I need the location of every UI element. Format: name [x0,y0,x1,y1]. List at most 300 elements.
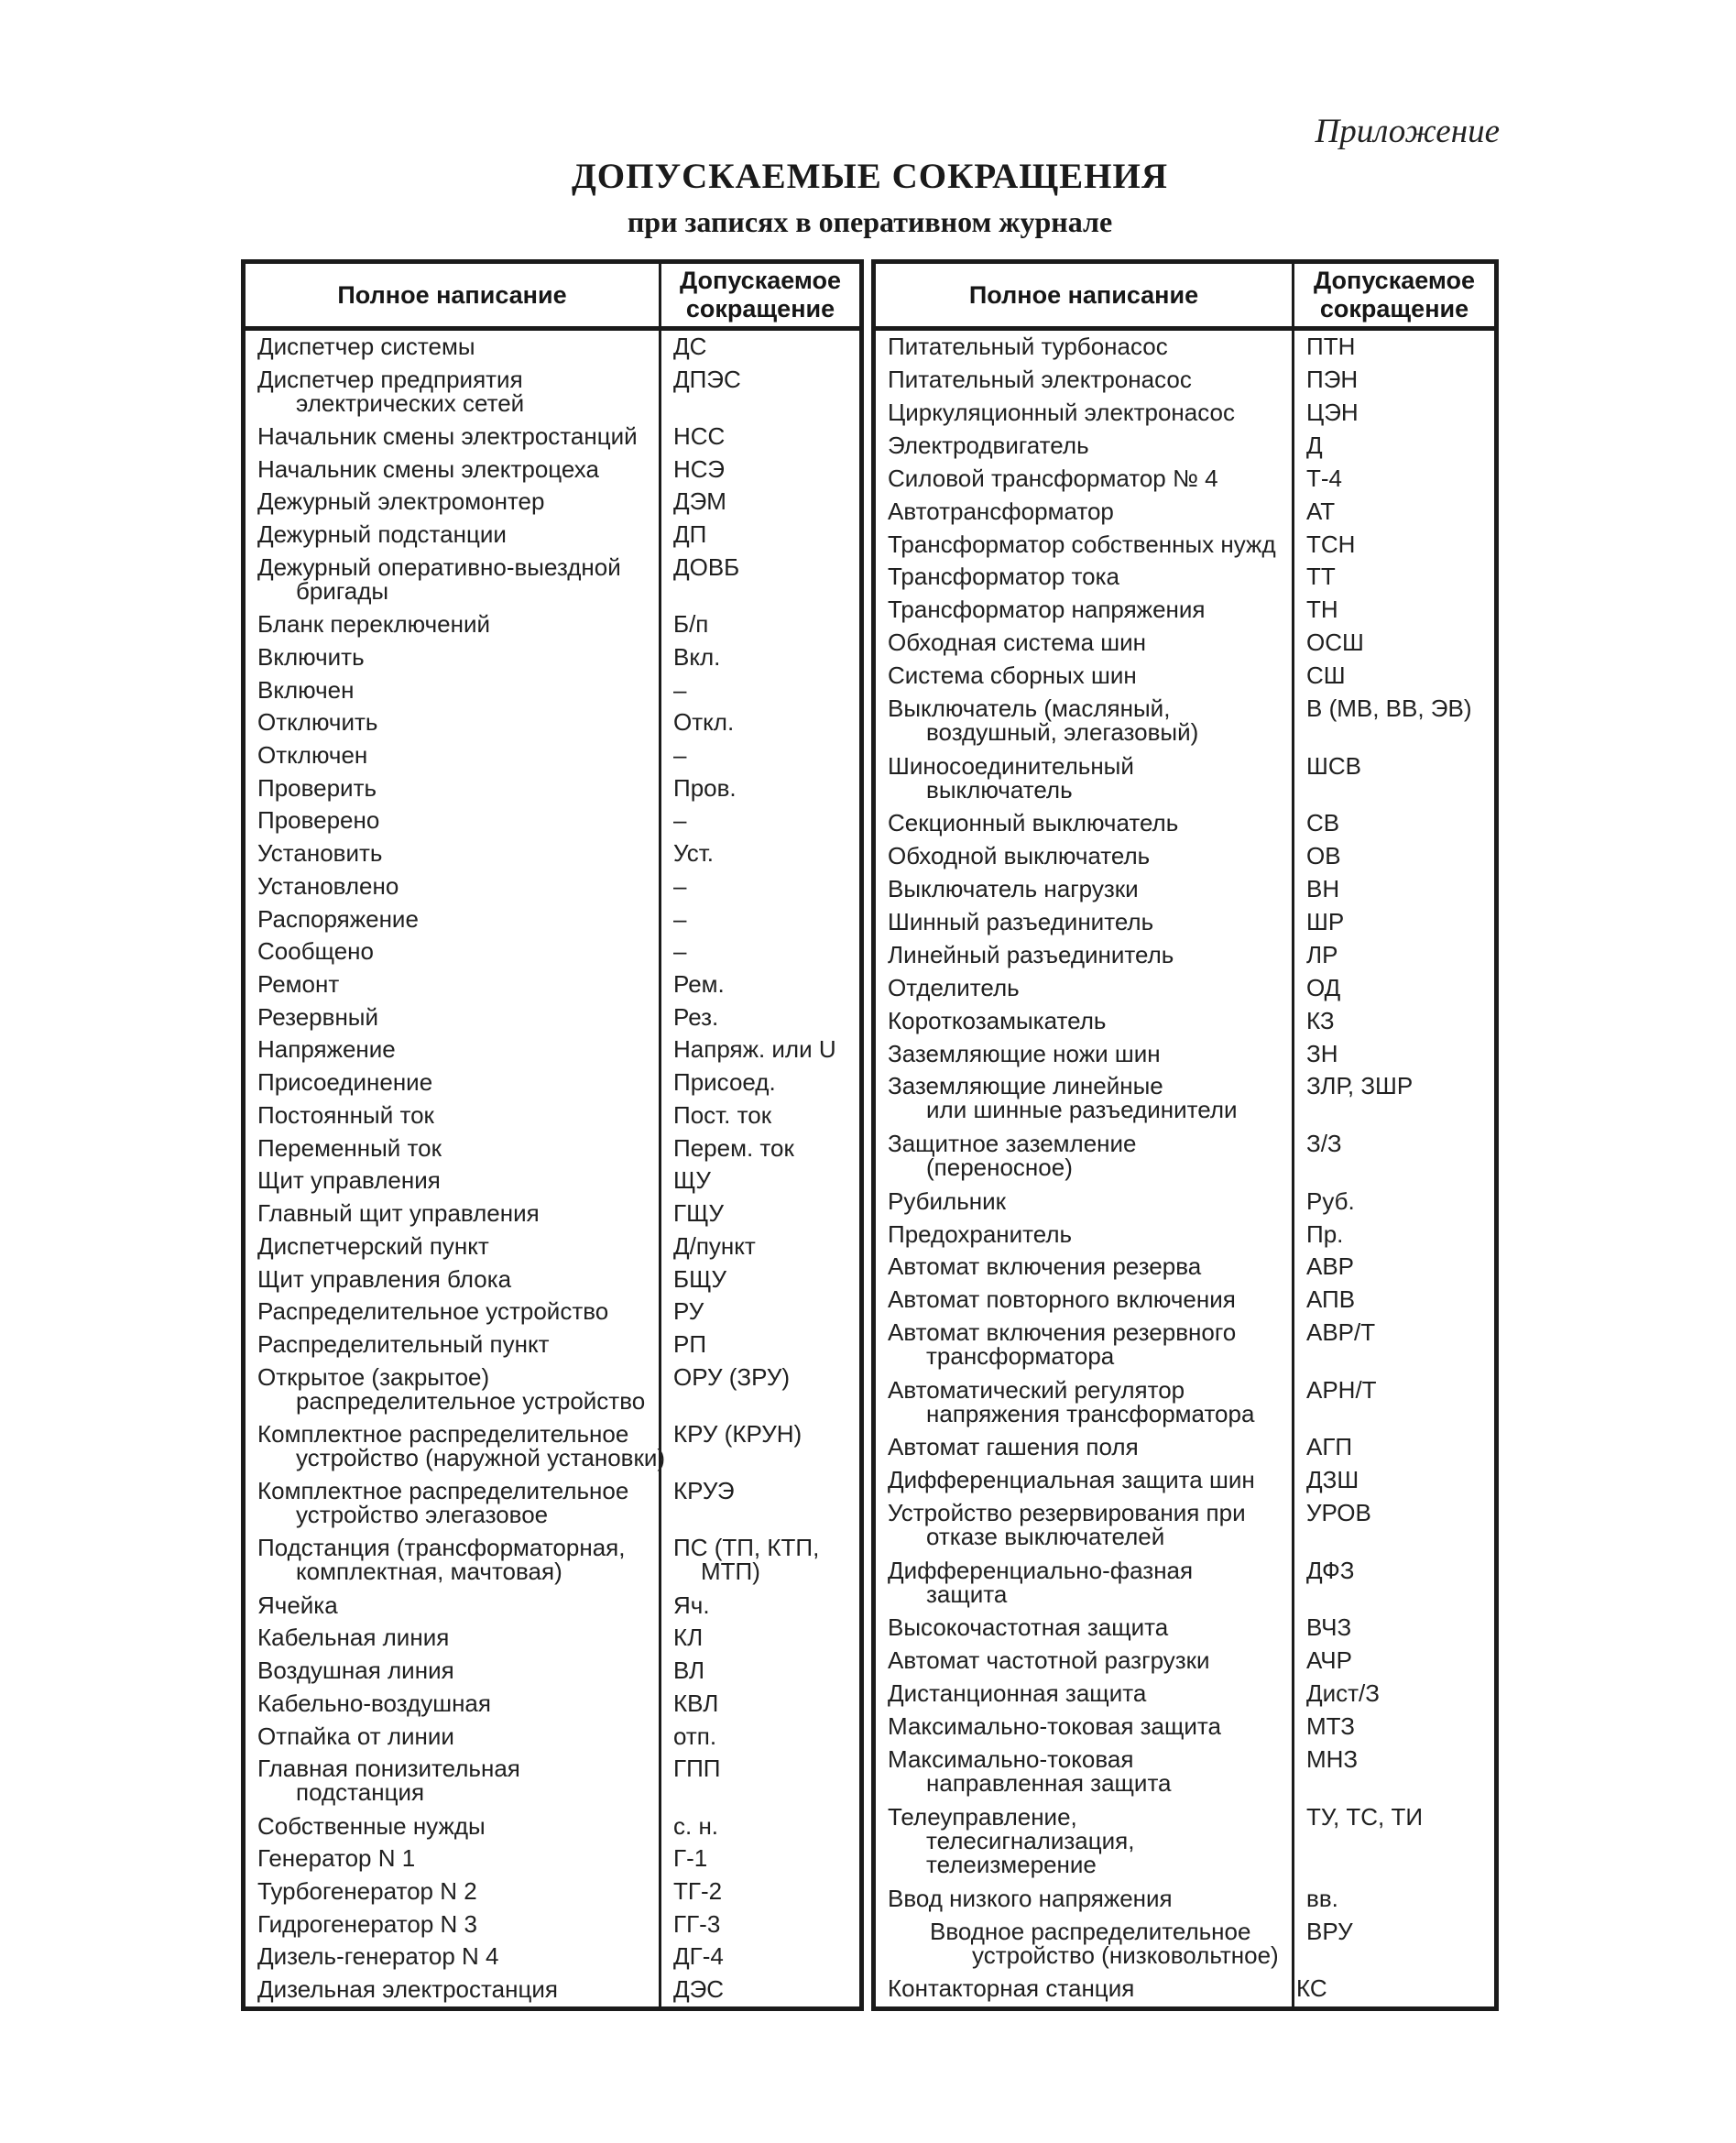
full-writing-cell [874,430,1294,463]
table-row [874,1251,1497,1284]
table-row [874,840,1497,873]
abbreviation-cell [661,674,862,707]
abbreviation-cell [1294,594,1497,627]
abbreviation-cell [661,1875,862,1908]
full-writing-text: Подстанция (трансформаторная, [257,1534,626,1562]
full-writing-text: Щит управления [257,1166,441,1195]
abbreviation-text: ТТ [1306,563,1336,591]
abbreviation-cell [1294,1555,1497,1613]
abbreviation-text: ДП [673,520,707,549]
full-writing-text: устройство (низковольтное) [972,1941,1279,1969]
full-writing-text: Постоянный ток [257,1100,434,1129]
full-writing-text: Максимально-токовая защита [888,1712,1221,1741]
abbreviation-cell [661,1721,862,1754]
abbreviation-text: Д/пункт [673,1231,756,1260]
full-writing-text: Автомат включения резервного [888,1318,1237,1347]
full-writing-text: Автоматический регулятор [888,1375,1185,1404]
abbreviation-cell [661,421,862,454]
table-row [244,1974,862,2008]
abbreviation-text: НСС [673,422,726,451]
table-row [874,1317,1497,1374]
table-row [874,1555,1497,1613]
table-row [874,939,1497,972]
full-writing-text: (переносное) [926,1154,1073,1182]
abbreviation-cell [1294,1497,1497,1555]
full-writing-cell [244,1001,661,1034]
full-writing-cell [244,1655,661,1688]
abbreviation-text: АТ [1306,497,1336,525]
abbreviation-text: ОД [1306,973,1341,1001]
abbreviation-cell [1294,906,1497,939]
abbreviation-text: В (МВ, ВВ, ЭВ) [1306,694,1472,723]
full-writing-cell [874,397,1294,430]
full-writing-text: Трансформатор напряжения [888,596,1206,624]
full-writing-cell [244,1875,661,1908]
abbreviation-cell [1294,660,1497,693]
abbreviation-text: УРОВ [1306,1499,1371,1527]
abbreviation-text: Д [1306,431,1323,459]
abbreviation-text: – [673,741,687,770]
abbreviation-cell [1294,693,1497,750]
abbreviations-table-right [871,259,1499,2011]
full-writing-text: телесигнализация, [926,1826,1135,1854]
abbreviation-cell [1294,397,1497,430]
full-writing-cell [244,870,661,903]
abbreviation-cell [1294,627,1497,660]
full-writing-text: Рубильник [888,1186,1007,1215]
full-writing-text: Автомат гашения поля [888,1433,1139,1461]
full-writing-text: Трансформатор собственных нужд [888,530,1276,558]
page-title: ДОПУСКАЕМЫЕ СОКРАЩЕНИЯ [571,157,1169,196]
full-writing-text: Диспетчер системы [257,333,475,360]
full-writing-cell [244,837,661,870]
full-writing-cell [244,421,661,454]
abbreviation-cell [661,1810,862,1843]
full-writing-text: Проверено [257,806,380,835]
full-writing-text: Включить [257,642,365,671]
full-writing-cell [244,1688,661,1721]
table-row [244,772,862,805]
full-writing-text: Обходная система шин [888,629,1147,657]
full-writing-cell [244,608,661,641]
full-writing-text: Автомат включения резерва [888,1252,1202,1281]
table-row [874,627,1497,660]
full-writing-text: Питательный электронасос [888,365,1192,393]
full-writing-cell [874,1374,1294,1432]
abbreviation-text: КС [1296,1974,1327,2003]
full-writing-cell [874,1678,1294,1711]
full-writing-text: Предохранитель [888,1219,1073,1248]
abbreviation-text: АПВ [1306,1285,1356,1314]
abbreviation-text: ЗЛР, ЗШР [1306,1072,1414,1100]
full-writing-cell [874,1555,1294,1613]
abbreviation-cell [661,1622,862,1655]
full-writing-cell [244,1263,661,1296]
table-row [874,529,1497,562]
full-writing-text: Главная понизительная [257,1755,520,1783]
table-row [874,1374,1497,1432]
table-row [244,1164,862,1197]
abbreviation-text: АЧР [1306,1646,1352,1675]
full-writing-text: Воздушная линия [257,1656,454,1685]
full-writing-cell [874,1317,1294,1374]
abbreviation-cell [1294,873,1497,906]
abbreviation-cell [661,608,862,641]
table-row [244,1328,862,1361]
full-writing-cell [244,739,661,772]
full-writing-text: Дизельная электростанция [257,1975,558,2004]
abbreviation-cell [1294,1431,1497,1464]
full-writing-text: Установлено [257,871,399,900]
abbreviation-text: Пост. ток [673,1100,772,1129]
table-row [874,693,1497,750]
full-writing-cell [874,873,1294,906]
abbreviation-cell [1294,1317,1497,1374]
abbreviation-text: ДЗШ [1306,1466,1359,1494]
full-writing-text: Распоряжение [257,904,419,933]
column-header-full-writing: Полное написание [874,262,1294,329]
abbreviation-text: ТСН [1306,530,1356,558]
table-row [244,1066,862,1099]
abbreviation-text: БЩУ [673,1264,726,1293]
table-row [874,1678,1497,1711]
table-row [874,1744,1497,1801]
full-writing-text: Собственные нужды [257,1811,486,1840]
abbreviation-text: ДФЗ [1306,1556,1355,1584]
abbreviation-text: ПТН [1306,333,1356,360]
full-writing-cell [874,529,1294,562]
table-row [874,1916,1497,1974]
full-writing-text: Переменный ток [257,1133,442,1162]
table-row [244,935,862,968]
abbreviation-cell [1294,1916,1497,1974]
abbreviation-text: ВЛ [673,1656,705,1685]
full-writing-cell [244,1328,661,1361]
abbreviation-text: МНЗ [1306,1745,1359,1774]
full-writing-text: напряжения трансформатора [926,1399,1255,1427]
full-writing-text: Начальник смены электроцеха [257,454,599,483]
full-writing-cell [244,1197,661,1230]
full-writing-text: Щит управления блока [257,1264,512,1293]
full-writing-cell [874,807,1294,840]
abbreviation-text: АРН/Т [1306,1375,1377,1404]
abbreviation-cell [661,1066,862,1099]
full-writing-text: устройство (наружной установки) [296,1443,666,1471]
abbreviation-text: Откл. [673,708,735,737]
abbreviation-cell [661,739,862,772]
abbreviation-cell [1294,496,1497,529]
full-writing-cell [244,1810,661,1843]
abbreviation-text: ЦЭН [1306,398,1359,426]
abbreviation-cell [1294,1645,1497,1678]
table-row [244,903,862,936]
full-writing-text: Контакторная станция [888,1974,1135,2003]
full-writing-text: Главный щит управления [257,1199,540,1228]
table-row [874,561,1497,594]
full-writing-text: Заземляющие ножи шин [888,1039,1161,1067]
full-writing-text: Начальник смены электростанций [257,422,638,451]
full-writing-text: Питательный турбонасос [888,333,1168,360]
full-writing-cell [244,1296,661,1328]
abbreviation-cell [661,486,862,519]
full-writing-text: телеизмерение [926,1850,1097,1878]
abbreviation-text: ДПЭС [673,365,741,393]
table-row [874,430,1497,463]
full-writing-text: Защитное заземление [888,1130,1137,1158]
table-row [244,364,862,421]
full-writing-cell [244,772,661,805]
full-writing-text: Выключатель нагрузки [888,875,1139,903]
full-writing-text: отказе выключателей [926,1523,1165,1551]
abbreviation-text: Вкл. [673,642,721,671]
table-row [244,1197,862,1230]
abbreviation-cell [1294,561,1497,594]
table-row [244,552,862,608]
abbreviation-cell [661,552,862,608]
table-row [244,674,862,707]
abbreviation-text: ШР [1306,907,1345,935]
table-row [874,1497,1497,1555]
full-writing-text: Трансформатор тока [888,563,1120,591]
abbreviation-text: Б/п [673,610,709,639]
abbreviation-cell [661,1418,862,1475]
full-writing-text: Силовой трансформатор № 4 [888,464,1218,492]
table-row [244,1418,862,1475]
full-writing-cell [244,1622,661,1655]
full-writing-cell [244,1842,661,1875]
abbreviation-cell [661,1475,862,1532]
full-writing-cell [244,1099,661,1132]
abbreviation-text: ГЩУ [673,1199,724,1228]
abbreviation-cell [1294,1219,1497,1252]
full-writing-text: Присоединение [257,1068,433,1097]
full-writing-cell [874,972,1294,1005]
full-writing-text: Сообщено [257,937,374,966]
full-writing-cell [244,1721,661,1754]
page-subtitle: при записях в оперативном журнале [627,205,1113,238]
table-row [244,1532,862,1589]
table-row [874,329,1497,364]
abbreviation-cell [661,706,862,739]
full-writing-text: Включен [257,675,355,704]
abbreviation-cell [1294,1678,1497,1711]
abbreviation-text: Рез. [673,1002,719,1031]
table-row [244,1753,862,1810]
full-writing-cell [244,552,661,608]
full-writing-text: Высокочастотная защита [888,1613,1169,1642]
abbreviation-text: вв. [1306,1884,1338,1912]
abbreviation-cell [1294,1801,1497,1883]
full-writing-cell [244,1753,661,1810]
full-writing-text: комплектная, мачтовая) [296,1558,562,1586]
abbreviation-text: с. н. [673,1811,719,1840]
full-writing-text: Вводное распределительное [930,1917,1251,1945]
abbreviations-table-left [241,259,864,2011]
abbreviation-text: ДЭМ [673,487,726,516]
abbreviation-text: Напряж. или U [673,1035,836,1064]
full-writing-cell [244,329,661,364]
full-writing-cell [874,1186,1294,1219]
full-writing-text: Комплектное распределительное [257,1419,629,1448]
table-row [244,804,862,837]
abbreviation-cell [661,1296,862,1328]
full-writing-text: Циркуляционный электронасос [888,398,1235,426]
abbreviation-cell [661,1263,862,1296]
abbreviation-cell [1294,840,1497,873]
table-row [874,1038,1497,1071]
abbreviation-text: – [673,675,687,704]
abbreviation-cell [661,1132,862,1165]
full-writing-cell [874,1128,1294,1186]
abbreviation-text: Т-4 [1306,464,1342,492]
full-writing-text: Телеуправление, [888,1802,1077,1831]
full-writing-text: бригады [296,576,389,605]
table-row [874,463,1497,496]
full-writing-text: Короткозамыкатель [888,1006,1107,1034]
full-writing-cell [874,496,1294,529]
full-writing-text: Ячейка [257,1591,338,1619]
full-writing-cell [244,1974,661,2008]
abbreviation-cell [661,1532,862,1589]
table-row [874,1973,1497,2008]
full-writing-cell [244,1590,661,1623]
table-row [244,1296,862,1328]
table-row [244,870,862,903]
abbreviation-cell [1294,329,1497,364]
abbreviation-cell [661,329,862,364]
full-writing-text: Автомат частотной разгрузки [888,1646,1210,1675]
abbreviation-cell [661,1941,862,1974]
abbreviation-cell [661,968,862,1001]
full-writing-cell [244,903,661,936]
abbreviation-text: – [673,806,687,835]
full-writing-text: Открытое (закрытое) [257,1362,490,1391]
abbreviation-text: КВЛ [673,1689,719,1717]
table-row [244,421,862,454]
full-writing-text: электрических сетей [296,388,525,417]
table-row [244,968,862,1001]
full-writing-cell [874,660,1294,693]
abbreviation-text: ОВ [1306,842,1341,870]
full-writing-cell [874,693,1294,750]
abbreviation-text: Рем. [673,970,725,999]
full-writing-text: Бланк переключений [257,610,490,639]
abbreviation-cell [1294,463,1497,496]
full-writing-cell [244,1164,661,1197]
full-writing-cell [244,1418,666,1475]
table-row [874,594,1497,627]
full-writing-text: направленная защита [926,1769,1172,1798]
abbreviation-text: Яч. [673,1591,710,1619]
header-row [244,262,862,329]
full-writing-cell [874,1711,1294,1744]
abbreviation-cell [661,1655,862,1688]
abbreviation-text: МТЗ [1306,1712,1355,1741]
abbreviation-cell [661,1230,862,1263]
table-row [244,1688,862,1721]
table-row [244,641,862,674]
abbreviation-text: Г-1 [673,1844,708,1873]
full-writing-text: Отключить [257,708,378,737]
full-writing-text: Резервный [257,1002,379,1031]
table-row [874,906,1497,939]
abbreviation-text: ТГ-2 [673,1876,723,1905]
full-writing-cell [874,364,1294,397]
full-writing-text: Дифференциально-фазная [888,1556,1194,1584]
abbreviation-cell [1294,972,1497,1005]
table-row [244,519,862,552]
abbreviation-text: ВРУ [1306,1917,1353,1945]
abbreviation-cell [661,1361,862,1418]
abbreviation-cell [1294,1284,1497,1317]
abbreviation-cell [1294,430,1497,463]
full-writing-cell [874,1070,1294,1128]
table-row [874,750,1497,808]
full-writing-text: устройство элегазовое [296,1501,549,1529]
table-row [874,1464,1497,1497]
table-row [244,1875,862,1908]
column-header-abbreviation: Допускаемое сокращение [1294,262,1497,329]
abbreviation-text: РП [673,1329,707,1358]
full-writing-cell [244,641,661,674]
full-writing-cell [874,329,1294,364]
abbreviation-cell [661,519,862,552]
abbreviation-cell [1294,1374,1497,1432]
abbreviation-text: Присоед. [673,1068,776,1097]
table-row [244,1908,862,1941]
full-writing-text: Кабельная линия [257,1624,450,1652]
full-writing-cell [874,561,1294,594]
full-writing-text: Кабельно-воздушная [257,1689,491,1717]
abbreviation-text: СВ [1306,809,1340,837]
full-writing-cell [874,1219,1294,1252]
full-writing-text: Диспетчерский пункт [257,1231,489,1260]
full-writing-cell [874,1801,1294,1883]
full-writing-cell [874,594,1294,627]
abbreviation-text: АВР/Т [1306,1318,1376,1347]
table-row [244,1622,862,1655]
full-writing-text: Дифференциальная защита шин [888,1466,1255,1494]
full-writing-cell [874,1497,1294,1555]
abbreviation-text: НСЭ [673,454,725,483]
full-writing-cell [874,627,1294,660]
full-writing-cell [244,1066,661,1099]
table-row [244,608,862,641]
table-row [244,1132,862,1165]
table-row [244,1230,862,1263]
full-writing-text: Ремонт [257,970,340,999]
abbreviation-cell [661,1197,862,1230]
full-writing-cell [874,1284,1294,1317]
full-writing-text: выключатель [926,775,1073,804]
table-row [244,1655,862,1688]
abbreviation-cell [1294,750,1497,808]
full-writing-cell [874,1973,1294,2008]
table-row [244,486,862,519]
abbreviation-text: ШСВ [1306,751,1361,780]
abbreviation-text: КЛ [673,1624,704,1652]
table-row [244,1099,862,1132]
full-writing-cell [244,486,661,519]
table-row [244,1721,862,1754]
abbreviation-text: Руб. [1306,1186,1355,1215]
abbreviation-cell [1294,1251,1497,1284]
full-writing-text: Распределительное устройство [257,1297,609,1326]
table-row [874,660,1497,693]
abbreviation-cell [661,1590,862,1623]
abbreviation-cell [1294,364,1497,397]
full-writing-cell [874,1431,1294,1464]
